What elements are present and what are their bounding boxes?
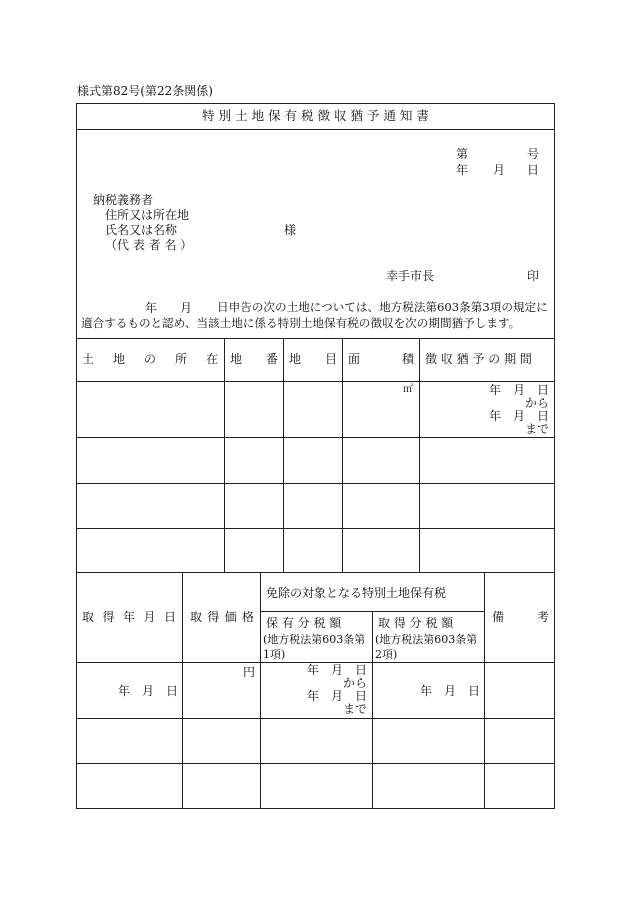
- table1-top: [76, 338, 555, 339]
- table2-col-divider: [484, 572, 485, 809]
- yen-unit: 円: [243, 665, 256, 679]
- taxpayer-heading: 納税義務者: [93, 193, 154, 207]
- header-exempt-tax: 免除の対象となる特別土地保有税: [266, 586, 447, 600]
- acquisition-tax-date: 年 月 日: [420, 684, 481, 698]
- area-unit: ㎡: [403, 384, 413, 395]
- table2-col-divider: [372, 611, 373, 809]
- header-lot-number: 地 番: [230, 352, 278, 366]
- holding-period-from: から: [342, 676, 367, 690]
- form-number: 様式第82号(第22条関係): [77, 84, 213, 98]
- header-holding-tax: 保 有 分 税 額: [266, 616, 342, 630]
- page-title: 特 別 土 地 保 有 税 徴 収 猶 予 通 知 書: [202, 108, 429, 123]
- header-acquisition-price: 取 得 価 格: [190, 610, 254, 624]
- table1-row-divider: [76, 483, 555, 484]
- holding-period-to: まで: [342, 702, 367, 716]
- table2-row-divider: [76, 718, 555, 719]
- body-text-line1: 日申告の次の土地については、地方税法第603条第3項の規定に: [217, 300, 548, 314]
- table1-row-divider: [76, 437, 555, 438]
- header-remarks: 備 考: [492, 610, 549, 624]
- table1-row-divider: [76, 528, 555, 529]
- representative-label: （代 表 者 名 ）: [105, 238, 193, 252]
- name-label: 氏名又は名称: [105, 223, 178, 237]
- period-end-date: 年 月 日: [488, 409, 549, 423]
- header-acquisition-tax: 取 得 分 税 額: [378, 616, 454, 630]
- body-month: 月: [180, 301, 193, 315]
- doc-no-dai: 第: [456, 147, 469, 161]
- holding-period-end: 年 月 日: [306, 689, 367, 703]
- period-start-date: 年 月 日: [488, 383, 549, 397]
- header-area: 面 積: [348, 352, 414, 366]
- date-year: 年: [456, 163, 469, 177]
- table2-row-divider: [76, 763, 555, 764]
- header-location: 土 地 の 所 在: [82, 352, 218, 366]
- table1-header-bottom: [76, 381, 555, 382]
- date-month: 月: [493, 163, 506, 177]
- table1-col-divider: [342, 338, 343, 572]
- body-year: 年: [145, 301, 158, 315]
- title-divider: [76, 129, 555, 130]
- holding-tax-note: (地方税法第603条第1項): [263, 633, 366, 661]
- table1-col-divider: [283, 338, 284, 572]
- mayor-label: 幸手市長: [386, 269, 435, 283]
- table2-col-divider: [260, 572, 261, 809]
- header-acquisition-date: 取 得 年 月 日: [82, 610, 176, 624]
- holding-period-start: 年 月 日: [306, 663, 367, 677]
- table1-col-divider: [419, 338, 420, 572]
- acquisition-tax-note: (地方税法第603条第2項): [375, 633, 478, 661]
- exempt-header-divider: [260, 611, 484, 612]
- acquisition-date-value: 年 月 日: [118, 684, 179, 698]
- date-day: 日: [527, 163, 540, 177]
- sama-label: 様: [284, 223, 297, 237]
- header-deferral-period: 徴 収 猶 予 の 期 間: [425, 352, 532, 366]
- table1-col-divider: [224, 338, 225, 572]
- period-to: まで: [524, 422, 549, 436]
- address-label: 住所又は所在地: [105, 208, 190, 222]
- table2-col-divider: [182, 572, 183, 809]
- header-land-category: 地 目: [289, 352, 337, 366]
- doc-no-go: 号: [527, 147, 540, 161]
- body-text-line2: 適合するものと認め、当該土地に係る特別土地保有税の徴収を次の期間猶予します。: [81, 316, 521, 330]
- period-from: から: [524, 396, 549, 410]
- seal-mark: 印: [527, 269, 540, 283]
